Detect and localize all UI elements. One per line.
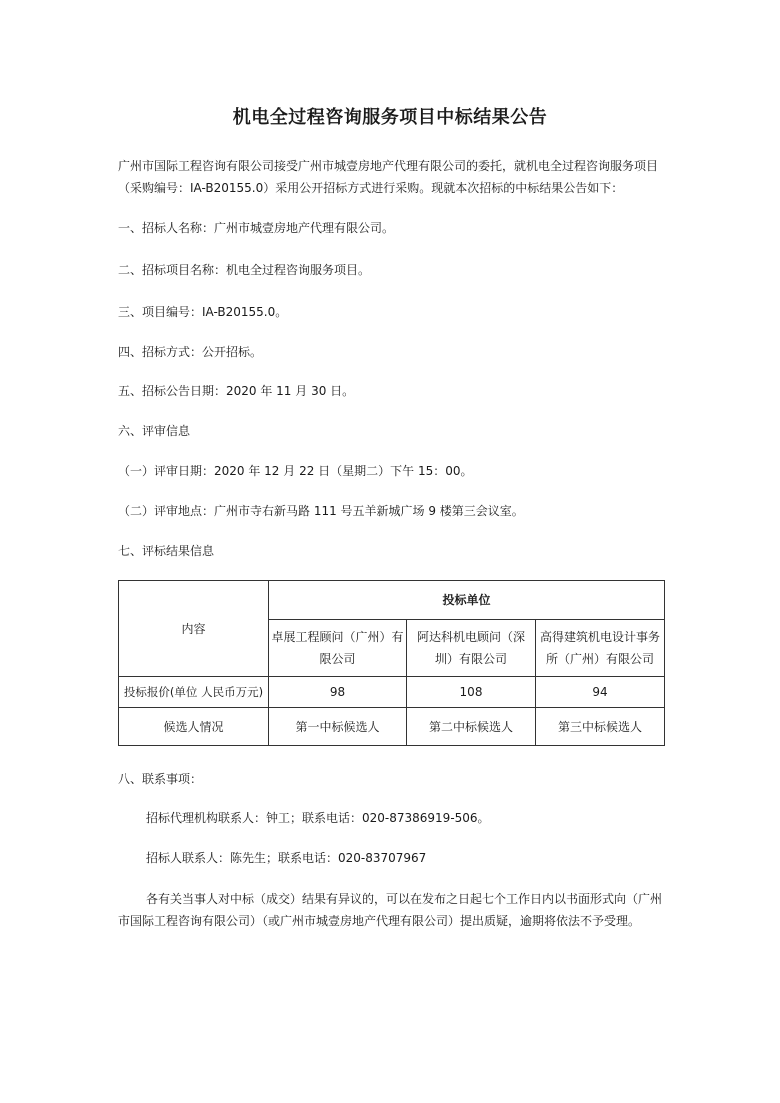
objection-notice: 各有关当事人对中标（成交）结果有异议的，可以在发布之日起七个工作日内以书面形式向（广州市国际工程咨询有限公司）（或广州市城壹房地产代理有限公司）提出质疑，逾期将依法不予受理。 — [118, 892, 663, 928]
bidder-header-cell: 投标单位 — [269, 581, 665, 620]
item-project-name: 二、招标项目名称：机电全过程咨询服务项目。 — [118, 263, 371, 277]
result-table — [118, 580, 665, 746]
page-title: 机电全过程咨询服务项目中标结果公告 — [232, 107, 548, 128]
bidder-name-cell: 卓展工程顾问（广州）有限公司 — [269, 620, 407, 677]
item-announcement-date: 五、招标公告日期：2020 年 11 月 30 日。 — [118, 384, 355, 398]
item-review-date: （一）评审日期：2020 年 12 月 22 日（星期二）下午 15：00。 — [118, 464, 473, 478]
price-label-cell: 投标报价(单位 人民币万元) — [119, 677, 269, 708]
candidate-label-cell: 候选人情况 — [119, 708, 269, 746]
item-review-info: 六、评审信息 — [118, 424, 191, 438]
item-contact-matters: 八、联系事项： — [118, 772, 203, 786]
bidder-name-cell: 高得建筑机电设计事务所（广州）有限公司 — [536, 620, 665, 677]
item-result-info: 七、评标结果信息 — [118, 544, 215, 558]
bidder-name-cell: 阿达科机电顾问（深圳）有限公司 — [407, 620, 536, 677]
price-cell: 108 — [407, 677, 536, 708]
candidate-cell: 第三中标候选人 — [536, 708, 665, 746]
price-cell: 98 — [269, 677, 407, 708]
item-tenderer-name: 一、招标人名称：广州市城壹房地产代理有限公司。 — [118, 221, 395, 235]
item-review-location: （二）评审地点：广州市寺右新马路 111 号五羊新城广场 9 楼第三会议室。 — [118, 504, 524, 518]
candidate-cell: 第二中标候选人 — [407, 708, 536, 746]
result-table-container — [118, 580, 665, 746]
candidate-cell: 第一中标候选人 — [269, 708, 407, 746]
tenderer-contact: 招标人联系人：陈先生；联系电话：020-83707967 — [146, 851, 427, 865]
intro-paragraph: 广州市国际工程咨询有限公司接受广州市城壹房地产代理有限公司的委托，就机电全过程咨询服务项目（采购编号：IA-B20155.0）采用公开招标方式进行采购。现就本次招标的中标结果公告如下： — [118, 159, 659, 195]
item-project-number: 三、项目编号：IA-B20155.0。 — [118, 305, 288, 319]
item-bid-method: 四、招标方式：公开招标。 — [118, 345, 263, 359]
price-cell: 94 — [536, 677, 665, 708]
agency-contact: 招标代理机构联系人：钟工；联系电话：020-87386919-506。 — [146, 811, 490, 825]
content-header-cell: 内容 — [119, 581, 269, 677]
